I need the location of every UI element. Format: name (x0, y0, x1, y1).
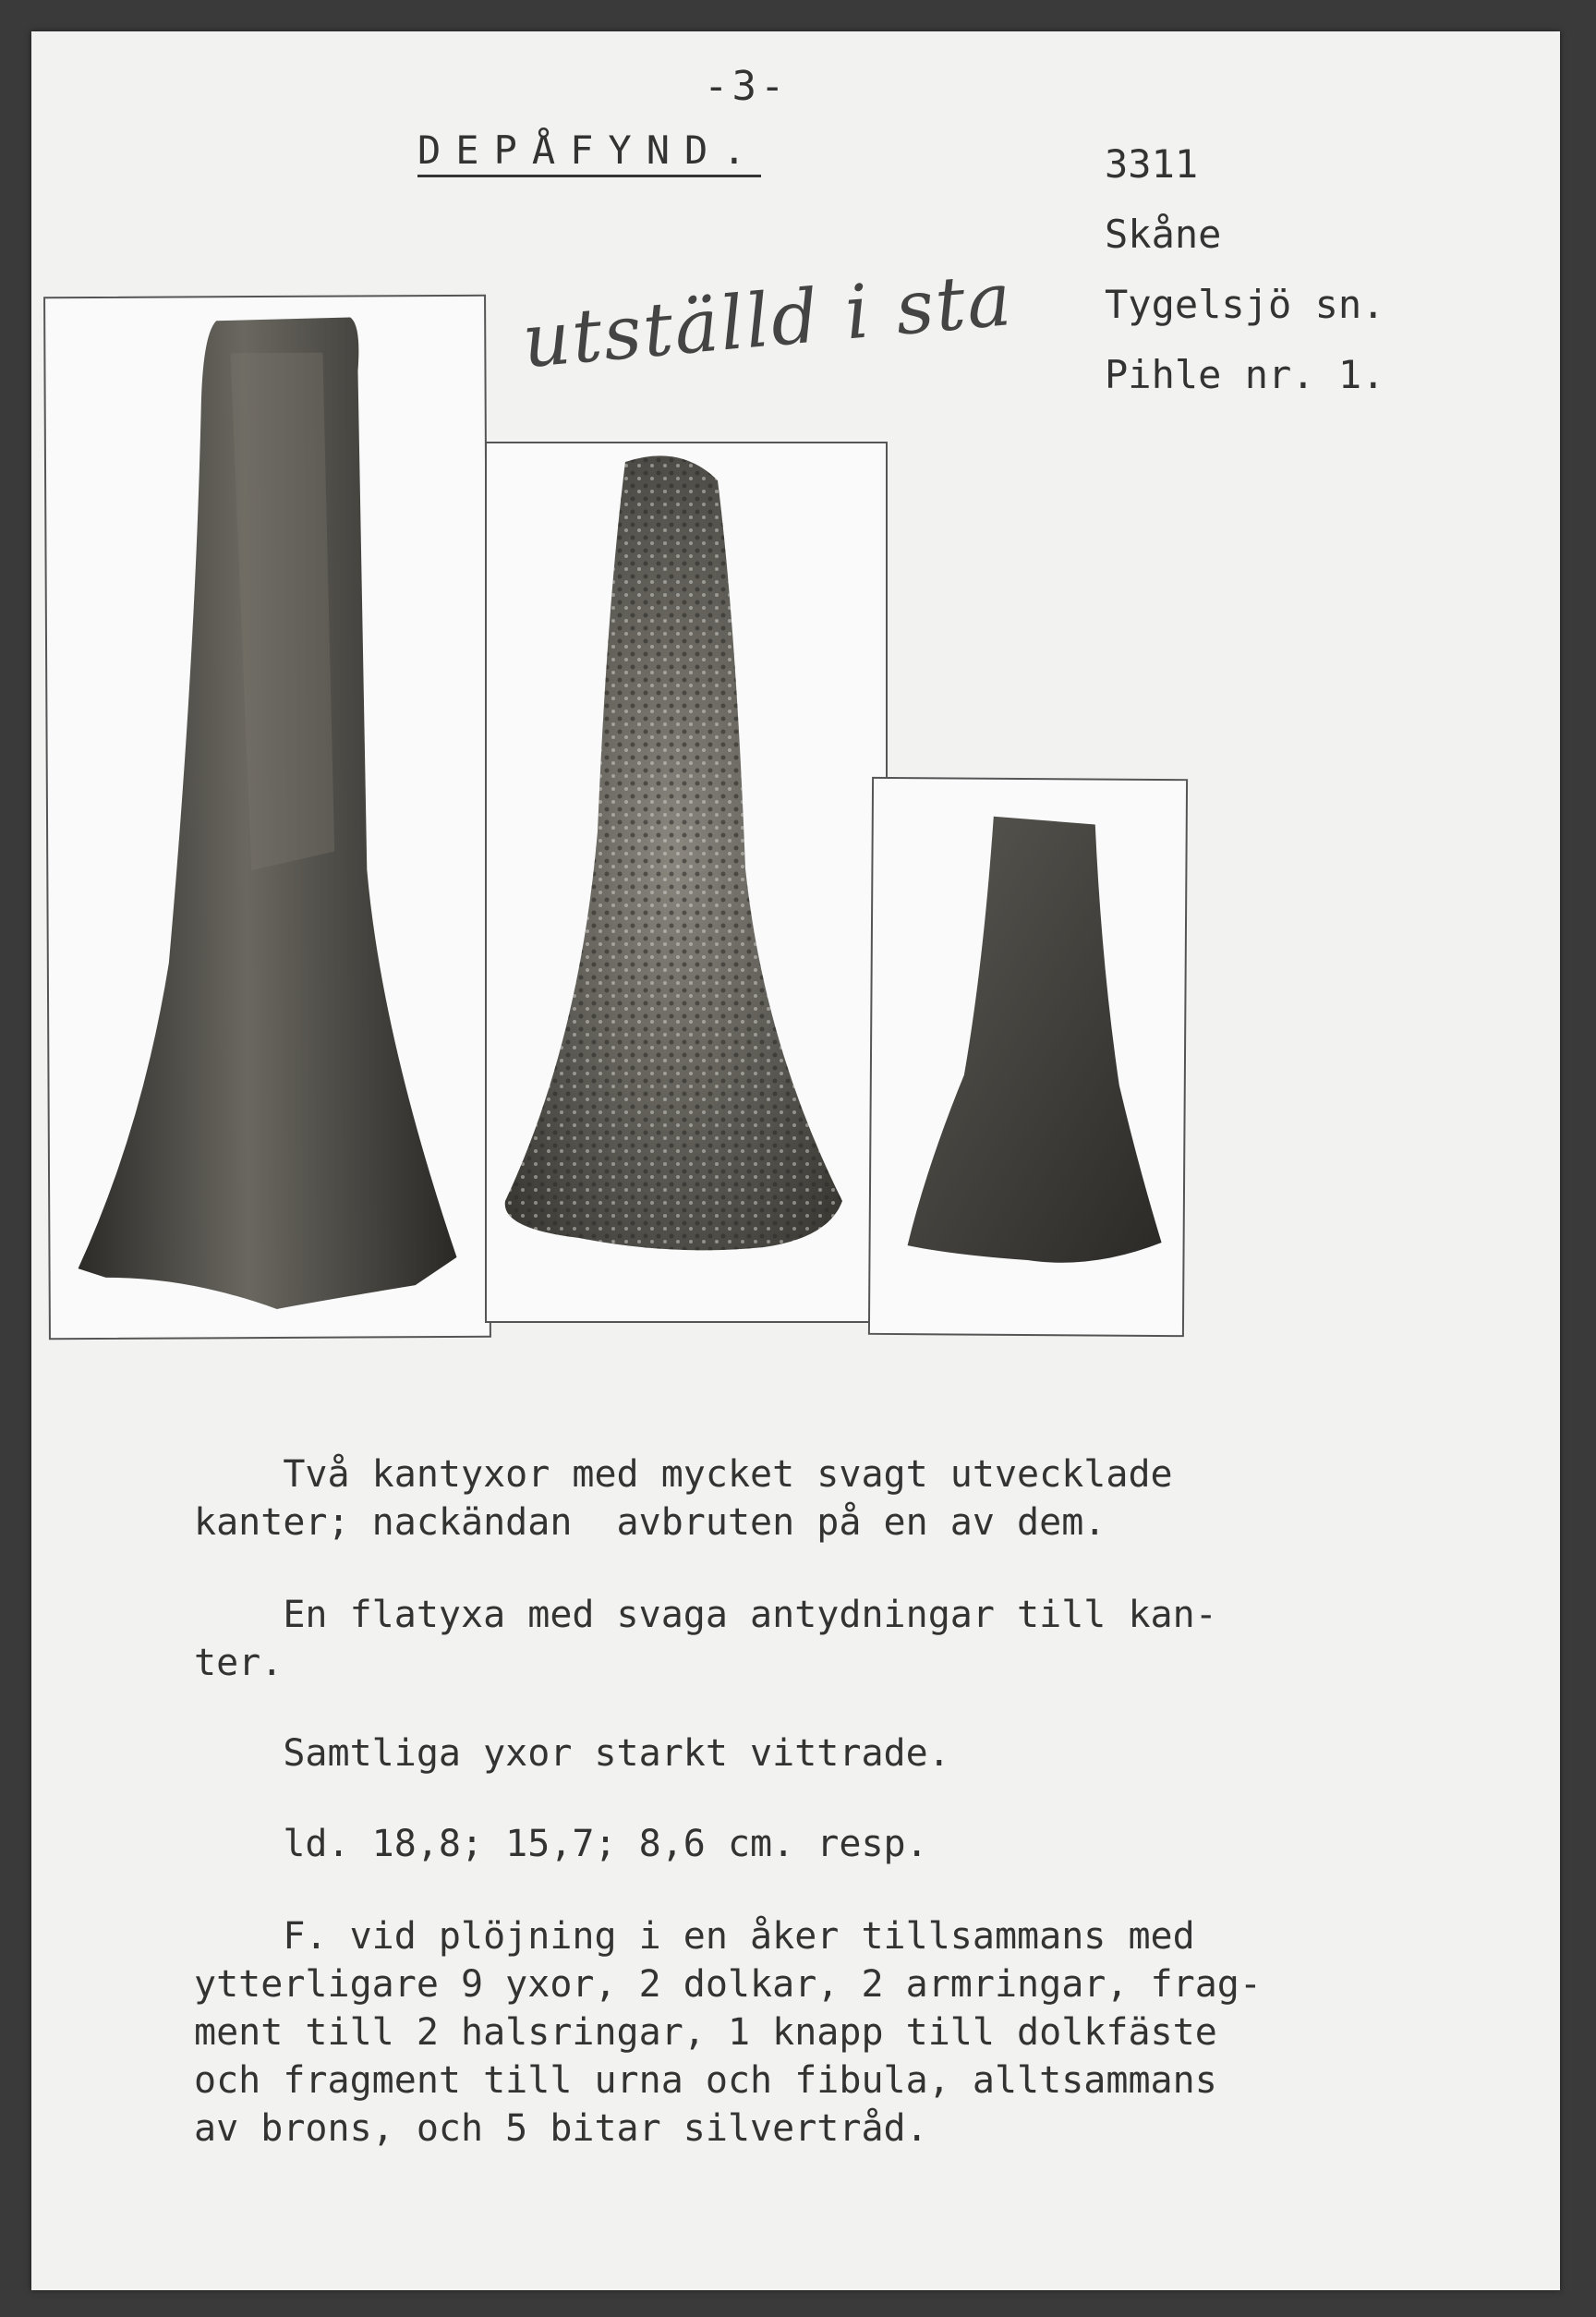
site: Pihle nr. 1. (1105, 352, 1385, 397)
text-line: kanter; nackändan avbruten på en av dem. (194, 1501, 1106, 1544)
text-line: F. vid plöjning i en åker tillsammans med (194, 1915, 1195, 1958)
parish: Tygelsjö sn. (1105, 282, 1385, 327)
catalog-number: 3311 (1105, 141, 1199, 187)
text-line: ment till 2 halsringar, 1 knapp till dolkfäste (194, 2011, 1217, 2054)
photo-axe-1 (43, 295, 491, 1340)
text-line: En flatyxa med svaga antydningar till kan- (194, 1594, 1217, 1636)
text-line: Samtliga yxor starkt vittrade. (194, 1732, 950, 1775)
catalog-meta (1105, 129, 1384, 410)
axe-3-image (870, 779, 1186, 1335)
text-line: ter. (194, 1642, 284, 1684)
province: Skåne (1105, 212, 1222, 257)
paragraph-1 (194, 1450, 1533, 1547)
text-line: Två kantyxor med mycket svagt utvecklade (194, 1453, 1173, 1496)
text-line: ld. 18,8; 15,7; 8,6 cm. resp. (194, 1823, 928, 1865)
heading: DEPÅFYND. (417, 127, 761, 177)
text-line: av brons, och 5 bitar silvertråd. (194, 2107, 928, 2150)
paragraph-5 (194, 1912, 1533, 2153)
paragraph-3 (194, 1729, 1533, 1777)
handwritten-note: utställd i sta (518, 255, 1017, 385)
axe-1-image (45, 297, 490, 1338)
photo-axe-3 (868, 777, 1188, 1337)
paragraph-2 (194, 1591, 1533, 1687)
text-line: ytterligare 9 yxor, 2 dolkar, 2 armringar, frag- (194, 1963, 1262, 2006)
page-number: -3- (704, 63, 789, 110)
text-line: och fragment till urna och fibula, alltsammans (194, 2059, 1217, 2102)
axe-2-image (487, 443, 886, 1321)
paragraph-4 (194, 1820, 1533, 1868)
photo-axe-2 (485, 442, 888, 1323)
